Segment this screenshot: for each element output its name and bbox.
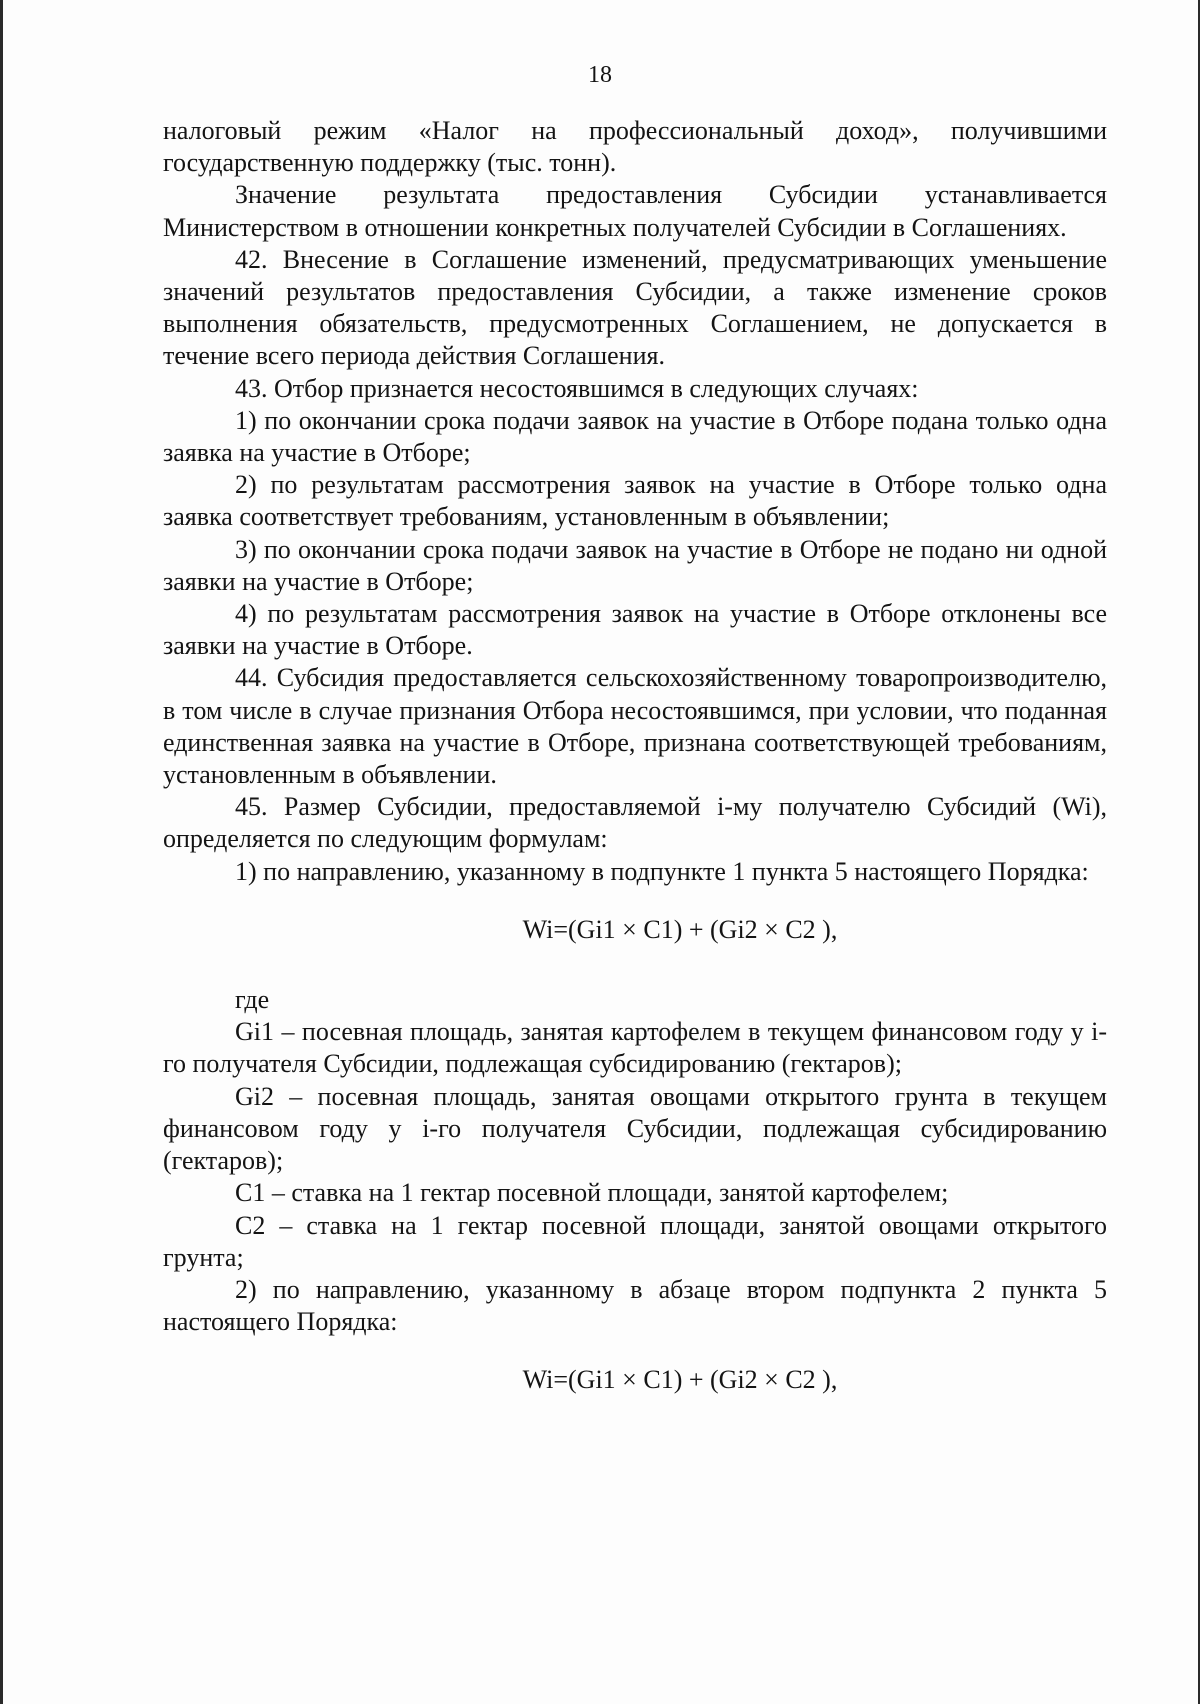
paragraph: 2) по результатам рассмотрения заявок на участие в Отборе только одна заявка соответствует требованиям, установленным в объявлении; bbox=[163, 470, 1107, 532]
paragraph: 1) по направлению, указанному в подпункте 1 пункта 5 настоящего Порядка: bbox=[235, 856, 1089, 886]
paragraphs-middle bbox=[163, 984, 1107, 1338]
paragraph: Gi2 – посевная площадь, занятая овощами открытого грунта в текущем финансовом году у i-го получателя Субсидии, подлежащая субсидированию (гектаров); bbox=[163, 1081, 1107, 1176]
paragraph: C2 – ставка на 1 гектар посевной площади, занятой овощами открытого грунта; bbox=[163, 1210, 1107, 1272]
formula-2: Wi=(Gi1 × C1) + (Gi2 × C2 ), bbox=[522, 1365, 838, 1395]
paragraph: C1 – ставка на 1 гектар посевной площади, занятой картофелем; bbox=[235, 1178, 949, 1208]
paragraph: 3) по окончании срока подачи заявок на участие в Отборе не подано ни одной заявки на участие в Отборе; bbox=[163, 534, 1107, 596]
paragraph: Gi1 – посевная площадь, занятая картофелем в текущем финансовом году у i-го получателя Субсидии, подлежащая субсидированию (гектаров); bbox=[163, 1017, 1107, 1079]
page-number: 18 bbox=[588, 62, 612, 88]
paragraphs-top bbox=[163, 115, 1107, 888]
paragraph: налоговый режим «Налог на профессиональный доход», получившими государственную поддержку (тыс. тонн). bbox=[163, 116, 1107, 178]
paragraph: 44. Субсидия предоставляется сельскохозяйственному товаропроизводителю, в том числе в случае признания Отбора несостоявшимся, при условии, что поданная единственная заявка на участие в Отборе, признана соответствующей требованиям, установленным в объявлении. bbox=[163, 663, 1107, 790]
paragraph: где bbox=[235, 985, 270, 1015]
paragraph: Значение результата предоставления Субсидии устанавливается Министерством в отношении конкретных получателей Субсидии в Соглашениях. bbox=[163, 180, 1107, 242]
paragraph: 1) по окончании срока подачи заявок на участие в Отборе подана только одна заявка на участие в Отборе; bbox=[163, 405, 1107, 468]
paragraph: 2) по направлению, указанному в абзаце втором подпункта 2 пункта 5 настоящего Порядка: bbox=[163, 1274, 1107, 1337]
formula-1: Wi=(Gi1 × C1) + (Gi2 × C2 ), bbox=[522, 914, 838, 944]
paragraph: 42. Внесение в Соглашение изменений, предусматривающих уменьшение значений результатов предоставления Субсидии, а также изменение сроков выполнения обязательств, предусмотренных Соглашением, не допускается в течение всего периода действия Соглашения. bbox=[163, 244, 1107, 371]
paragraph: 43. Отбор признается несостоявшимся в следующих случаях: bbox=[235, 373, 919, 403]
document-body bbox=[163, 115, 1107, 1397]
scan-edge-left bbox=[0, 0, 3, 1704]
paragraph: 4) по результатам рассмотрения заявок на участие в Отборе отклонены все заявки на участие в Отборе. bbox=[163, 599, 1107, 661]
paragraph: 45. Размер Субсидии, предоставляемой i-му получателю Субсидий (Wi), определяется по следующим формулам: bbox=[163, 792, 1107, 854]
